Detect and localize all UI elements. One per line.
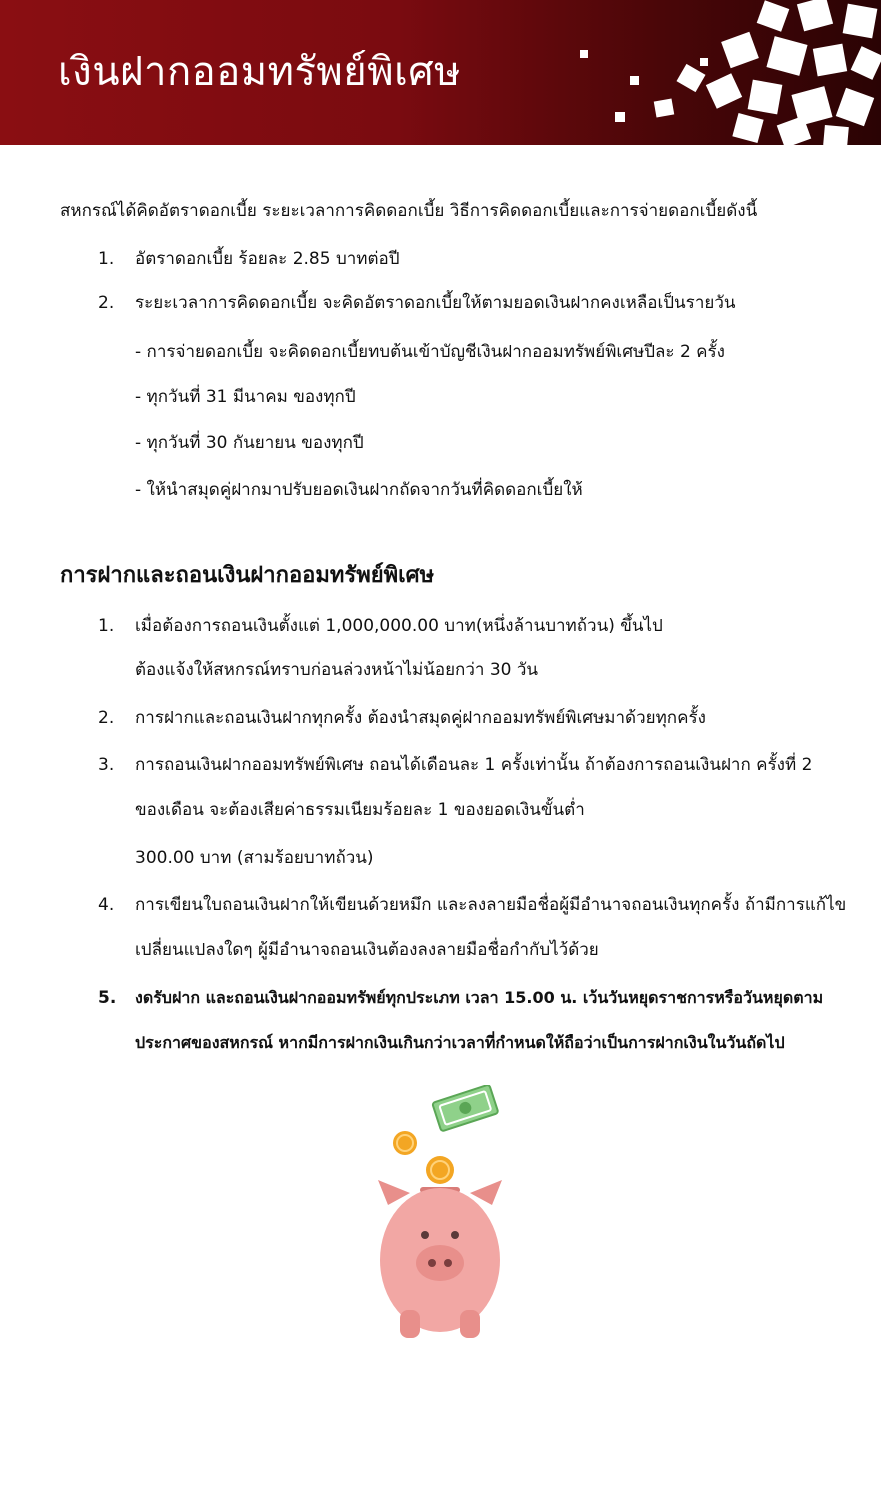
interest-subitem-september: - ทุกวันที่ 30 กันยายน ของทุกปี (135, 433, 364, 453)
dollar-bill-icon (432, 1085, 498, 1131)
interest-item-2: ระยะเวลาการคิดดอกเบี้ย จะคิดอัตราดอกเบี้ยให้ตามยอดเงินฝากคงเหลือเป็นรายวัน (135, 293, 736, 313)
deposit-item-3-line-2: ของเดือน จะต้องเสียค่าธรรมเนียมร้อยละ 1 ของยอดเงินขั้นต่ำ (135, 800, 585, 820)
deposit-item-3-line-3: 300.00 บาท (สามร้อยบาทถ้วน) (135, 848, 374, 868)
page-title: เงินฝากออมทรัพย์พิเศษ (58, 49, 462, 95)
coin-icon (393, 1131, 417, 1155)
interest-subitem-payment: - การจ่ายดอกเบี้ย จะคิดดอกเบี้ยทบต้นเข้าบัญชีเงินฝากออมทรัพย์พิเศษปีละ 2 ครั้ง (135, 342, 725, 362)
coin-icon (426, 1156, 454, 1184)
interest-item-1: อัตราดอกเบี้ย ร้อยละ 2.85 บาทต่อปี (135, 249, 400, 269)
deposit-item-5-number: 5. (98, 988, 117, 1008)
deposit-item-4-line-1: การเขียนใบถอนเงินฝากให้เขียนด้วยหมึก และลงลายมือชื่อผู้มีอำนาจถอนเงินทุกครั้ง ถ้ามีการแก้ไข (135, 895, 847, 915)
deposit-item-1-number: 1. (98, 616, 115, 636)
deposit-item-4-line-2: เปลี่ยนแปลงใดๆ ผู้มีอำนาจถอนเงินต้องลงลายมือชื่อกำกับไว้ด้วย (135, 940, 599, 960)
deposit-item-1-line-1: เมื่อต้องการถอนเงินตั้งแต่ 1,000,000.00 บาท(หนึ่งล้านบาทถ้วน) ขึ้นไป (135, 616, 663, 636)
interest-item-2-number: 2. (98, 293, 115, 313)
deposit-item-2-number: 2. (98, 708, 115, 728)
deposit-item-5-line-1: งดรับฝาก และถอนเงินฝากออมทรัพย์ทุกประเภท เวลา 15.00 น. เว้นวันหยุดราชการหรือวันหยุดตาม (135, 988, 824, 1007)
intro-paragraph: สหกรณ์ได้คิดอัตราดอกเบี้ย ระยะเวลาการคิดดอกเบี้ย วิธีการคิดดอกเบี้ยและการจ่ายดอกเบี้ยดังนี้ (60, 201, 758, 221)
interest-subitem-march: - ทุกวันที่ 31 มีนาคม ของทุกปี (135, 387, 356, 407)
interest-subitem-passbook: - ให้นำสมุดคู่ฝากมาปรับยอดเงินฝากถัดจากวันที่คิดดอกเบี้ยให้ (135, 480, 583, 500)
piggy-bank-icon (370, 1085, 510, 1345)
interest-item-1-number: 1. (98, 249, 115, 269)
deposit-item-5-line-2: ประกาศของสหกรณ์ หากมีการฝากเงินเกินกว่าเวลาที่กำหนดให้ถือว่าเป็นการฝากเงินในวันถัดไป (135, 1033, 785, 1052)
page-header (0, 0, 881, 145)
deposit-item-3-number: 3. (98, 755, 115, 775)
deposit-item-2-line-1: การฝากและถอนเงินฝากทุกครั้ง ต้องนำสมุดคู่ฝากออมทรัพย์พิเศษมาด้วยทุกครั้ง (135, 708, 706, 728)
section-heading: การฝากและถอนเงินฝากออมทรัพย์พิเศษ (60, 563, 435, 588)
decorative-squares (560, 0, 881, 145)
deposit-item-1-line-2: ต้องแจ้งให้สหกรณ์ทราบก่อนล่วงหน้าไม่น้อยกว่า 30 วัน (135, 660, 539, 680)
deposit-item-4-number: 4. (98, 895, 115, 915)
deposit-item-3-line-1: การถอนเงินฝากออมทรัพย์พิเศษ ถอนได้เดือนละ 1 ครั้งเท่านั้น ถ้าต้องการถอนเงินฝาก ครั้งที่ 2 (135, 755, 813, 775)
